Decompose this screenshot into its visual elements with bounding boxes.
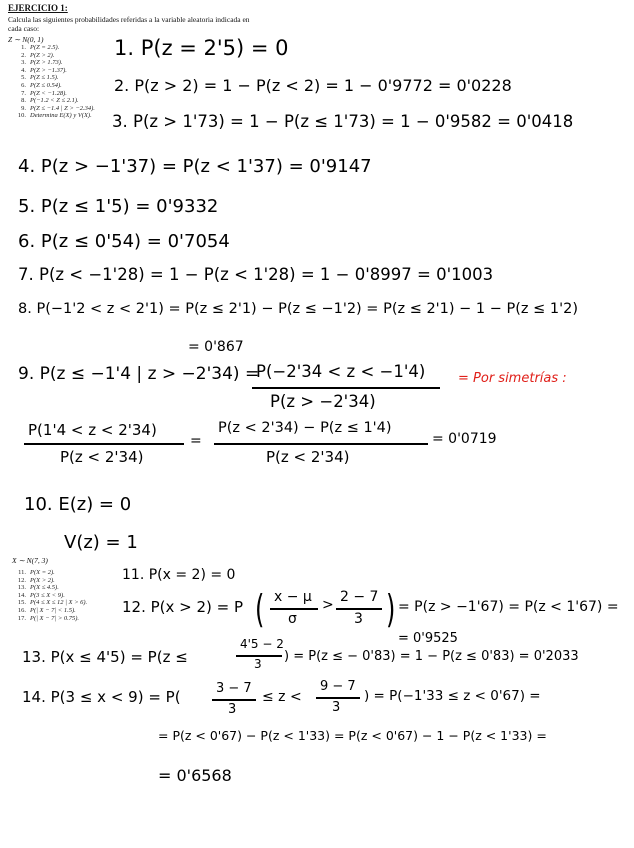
exercise-x-item — [14, 607, 87, 615]
equals-sign: = — [190, 433, 202, 449]
x-distribution: X ∼ N(7, 3) — [12, 556, 48, 565]
answer-14-denominator-2: 3 — [332, 700, 341, 715]
answer-6: 6. P(z ≤ 0'54) = 0'7054 — [18, 231, 230, 252]
item-number: 13. — [17, 584, 26, 592]
item-text: Determina E(X) y V(X). — [30, 112, 92, 120]
fraction-bar — [316, 697, 360, 699]
item-number: 9. — [21, 104, 26, 112]
fraction-bar — [24, 443, 184, 445]
item-number: 15. — [17, 599, 26, 607]
exercise-x-item — [14, 584, 87, 592]
item-text: P(Z = 2.5). — [30, 44, 60, 51]
close-paren: ) — [386, 586, 396, 632]
answer-14-line-3: = 0'6568 — [158, 766, 232, 785]
answer-11: 11. P(x = 2) = 0 — [122, 567, 236, 583]
item-number: 10. — [17, 112, 26, 120]
answer-4: 4. P(z > −1'37) = P(z < 1'37) = 0'9147 — [18, 156, 372, 177]
item-text: P(3 ≤ X < 9). — [30, 591, 65, 599]
annotation-simetrias: = Por simetrías : — [458, 371, 567, 386]
exercise-x-item — [14, 569, 87, 577]
exercise-x-item — [14, 599, 87, 607]
exercise-x-item — [14, 615, 87, 623]
exercise-z-item — [14, 52, 95, 60]
item-number: 17. — [17, 614, 26, 622]
item-number: 8. — [21, 97, 26, 105]
fraction-bar — [336, 608, 382, 610]
answer-14-numerator-1: 3 − 7 — [216, 681, 252, 696]
answer-13-numerator: 4'5 − 2 — [240, 637, 284, 651]
fraction-bar — [214, 443, 428, 445]
exercise-z-item — [14, 67, 95, 75]
item-number: 12. — [17, 576, 26, 584]
exercise-z-item — [14, 112, 95, 120]
answer-2: 2. P(z > 2) = 1 − P(z < 2) = 1 − 0'9772 = 0'0228 — [114, 76, 512, 95]
item-text: P(Z ≤ −1.4 | Z > −2.34). — [30, 104, 95, 112]
item-number: 16. — [17, 606, 26, 614]
exercise-x-item — [14, 592, 87, 600]
item-number: 5. — [21, 74, 26, 82]
answer-9-numerator: P(−2'34 < z < −1'4) — [256, 362, 426, 381]
item-text: P(Z > 2). — [30, 51, 55, 59]
answer-10-variance: V(z) = 1 — [64, 532, 138, 553]
answer-12-numerator-1: x − μ — [274, 589, 312, 605]
answer-1: 1. P(z = 2'5) = 0 — [114, 36, 289, 60]
item-text: P(−1.2 < Z ≤ 2.1). — [30, 97, 79, 105]
answer-13-rhs: ) = P(z ≤ − 0'83) = 1 − P(z ≤ 0'83) = 0'2033 — [284, 649, 579, 664]
answer-14-line-2: = P(z < 0'67) − P(z < 1'33) = P(z < 0'67) − 1 − P(z < 1'33) = — [158, 728, 547, 743]
item-number: 1. — [21, 44, 26, 51]
answer-8-result: = 0'867 — [188, 339, 244, 355]
exercise-z-item — [14, 44, 95, 52]
answer-12-lhs: 12. P(x > 2) = P — [122, 598, 244, 616]
item-text: P(X > 2). — [30, 576, 55, 584]
answer-9-denominator: P(z > −2'34) — [270, 392, 376, 411]
exercise-x-item — [14, 577, 87, 585]
answer-9-lhs: 9. P(z ≤ −1'4 | z > −2'34) = — [18, 364, 260, 384]
fraction-bar — [212, 699, 256, 701]
answer-8: 8. P(−1'2 < z < 2'1) = P(z ≤ 2'1) − P(z ≤ −1'2) = P(z ≤ 2'1) − 1 − P(z ≤ 1'2) — [18, 301, 578, 317]
fraction-bar — [270, 608, 318, 610]
answer-3: 3. P(z > 1'73) = 1 − P(z ≤ 1'73) = 1 − 0'9582 = 0'0418 — [112, 112, 574, 131]
answer-12-rhs: = P(z > −1'67) = P(z < 1'67) = — [398, 599, 619, 615]
answer-9b-result: = 0'0719 — [432, 431, 497, 447]
exercise-z-item — [14, 90, 95, 98]
item-text: P(| X − 7| > 0.75). — [30, 614, 79, 622]
answer-14-denominator-1: 3 — [228, 702, 237, 717]
item-number: 11. — [18, 569, 26, 576]
exercise-z-item — [14, 59, 95, 67]
answer-12-result: = 0'9525 — [398, 631, 458, 646]
exercise-z-item — [14, 74, 95, 82]
answer-14-middle: ≤ z < — [262, 689, 302, 705]
exercise-list-x — [14, 569, 87, 622]
answer-9b-numerator-2: P(z < 2'34) − P(z ≤ 1'4) — [218, 420, 392, 436]
item-number: 7. — [21, 89, 26, 97]
answer-5: 5. P(z ≤ 1'5) = 0'9332 — [18, 196, 219, 217]
answer-9b-denominator-1: P(z < 2'34) — [60, 448, 144, 466]
z-distribution: Z ∼ N(0, 1) — [8, 35, 44, 44]
item-number: 3. — [21, 59, 26, 67]
item-number: 6. — [21, 81, 26, 89]
item-text: P(4 ≤ X ≤ 12 | X > 6). — [30, 599, 88, 607]
item-number: 2. — [21, 51, 26, 59]
answer-12-gt: > — [322, 597, 334, 613]
answer-12-numerator-2: 2 − 7 — [340, 589, 379, 605]
answer-9b-denominator-2: P(z < 2'34) — [266, 448, 350, 466]
fraction-bar — [252, 387, 440, 389]
exercise-z-item — [14, 105, 95, 113]
item-number: 14. — [17, 591, 26, 599]
answer-7: 7. P(z < −1'28) = 1 − P(z < 1'28) = 1 − 0'8997 = 0'1003 — [18, 265, 494, 284]
item-number: 4. — [21, 66, 26, 74]
answer-10-expectation: 10. E(z) = 0 — [24, 494, 132, 515]
answer-14-lhs: 14. P(3 ≤ x < 9) = P( — [22, 688, 181, 706]
item-text: P(X = 2). — [30, 569, 55, 576]
item-text: P(Z ≤ 1.5). — [30, 74, 59, 82]
answer-14-numerator-2: 9 − 7 — [320, 679, 356, 694]
item-text: P(| X − 7| < 1.5). — [30, 606, 76, 614]
answer-13-denominator: 3 — [254, 657, 262, 671]
item-text: P(Z ≤ 0.54). — [30, 81, 62, 89]
exercise-z-item — [14, 97, 95, 105]
answer-14-rhs: ) = P(−1'33 ≤ z < 0'67) = — [364, 688, 541, 704]
item-text: P(Z > 1.73). — [30, 59, 63, 67]
answer-12-denominator-1: σ — [288, 611, 297, 627]
exercise-title: EJERCICIO 1: — [8, 3, 68, 13]
exercise-list-z — [14, 44, 95, 120]
item-text: P(Z > −1.37). — [30, 66, 67, 74]
answer-13-lhs: 13. P(x ≤ 4'5) = P(z ≤ — [22, 648, 188, 666]
open-paren: ( — [255, 586, 265, 632]
exercise-z-item — [14, 82, 95, 90]
answer-9b-numerator-1: P(1'4 < z < 2'34) — [28, 421, 157, 439]
answer-12-denominator-2: 3 — [354, 611, 363, 627]
item-text: P(Z < −1.28). — [30, 89, 67, 97]
item-text: P(X ≤ 4.5). — [30, 584, 59, 592]
exercise-intro: Calcula las siguientes probabilidades referidas a la variable aleatoria indicada en cada caso: — [8, 15, 250, 33]
